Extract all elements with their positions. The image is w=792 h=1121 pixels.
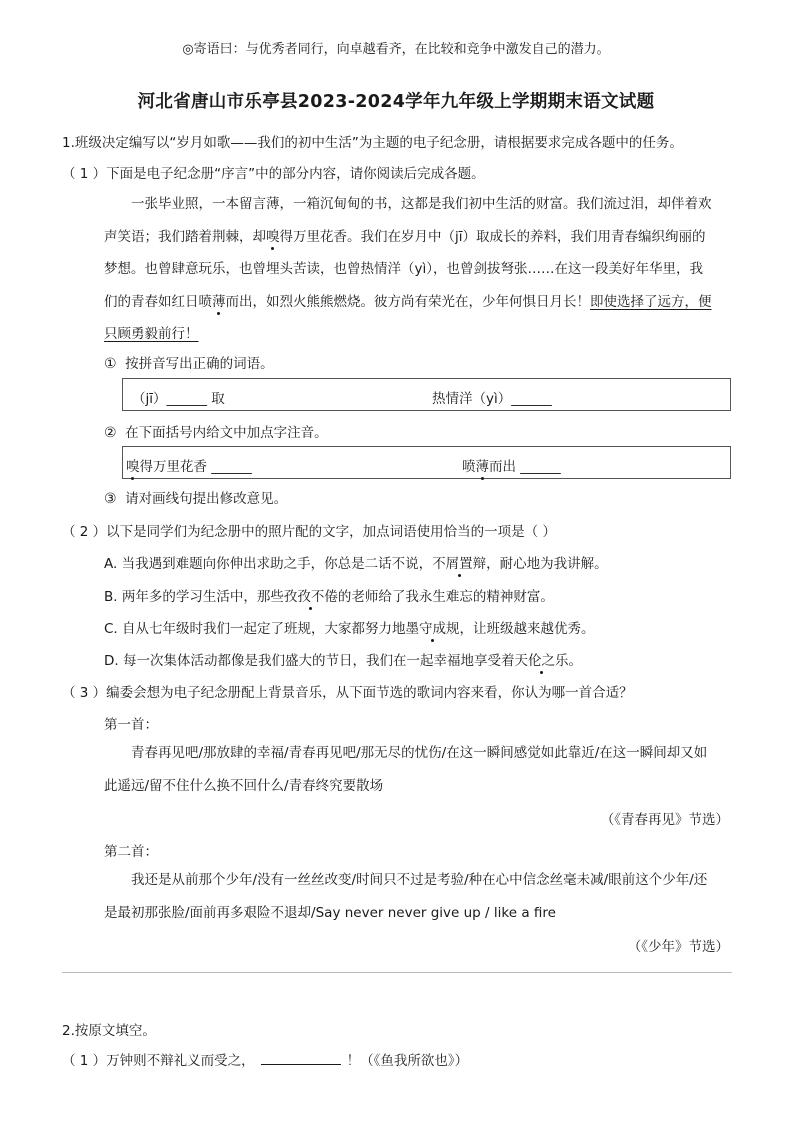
section-divider (62, 972, 732, 973)
circled-number: ③ (104, 491, 117, 507)
song-1-label: 第一首： (104, 717, 158, 733)
box-text: 而出 ______ (489, 459, 561, 475)
dotted-word (432, 556, 486, 572)
passage-text: 声笑语；我们踏着荆棘，却 (104, 228, 266, 245)
passage-line-4 (104, 286, 729, 319)
question-1-part-3-intro: （ 3 ）编委会想为电子纪念册配上背景音乐，从下面节选的歌词内容来看，你认为哪一首合适？ (62, 685, 633, 701)
passage-text: 而出，如烈火熊熊燃烧。彼方尚有荣光在，少年何惧日月长！ (225, 293, 590, 310)
dotted-char: 嗅 (126, 459, 140, 475)
item-text: （ 1 ）万钟则不辩礼义而受之， (62, 1053, 255, 1069)
option-text: C. 自从七年级时我们一起定了班规，大家都努力地 (104, 621, 406, 637)
sub-question-2 (104, 421, 328, 441)
option-text: ，耐心地为我讲解。 (486, 556, 608, 572)
sub-question-text: 请对画线句提出修改意见。 (125, 491, 288, 507)
song-1-line-2: 此遥远/留不住什么换不回什么/青春终究要散场 (104, 777, 384, 794)
question-2-stem: 2.按原文填空。 (62, 1023, 156, 1039)
question-2-item-1 (62, 1049, 468, 1069)
option-text: ，让班级越来越优秀。 (459, 621, 595, 637)
answer-box-2 (122, 446, 731, 479)
dotted-char: 薄 (475, 459, 489, 475)
song-2-label: 第二首： (104, 844, 158, 860)
sub-question-text: 在下面括号内给文中加点字注音。 (125, 425, 328, 441)
option-text: D. 每一次集体活动都像是我们盛大的节日，我们在一起幸福地享受着 (104, 653, 515, 669)
preface-passage (104, 188, 729, 351)
question-1-stem: 1.班级决定编写以“岁月如歌——我们的初中生活”为主题的电子纪念册，请根据要求完成各题中的任务。 (62, 135, 683, 151)
underlined-sentence: 即使选择了远方，便 (590, 293, 712, 310)
phonetic-blank-1[interactable] (126, 455, 252, 475)
sub-question-1 (104, 352, 274, 372)
dotted-phrase: 墨守成规 (405, 621, 460, 637)
song-1-source: （《青春再见》节选） (600, 812, 729, 828)
passage-text: 们的青春如红日喷 (104, 293, 212, 310)
passage-line-2 (104, 221, 729, 254)
box-text: 得万里花香 ______ (139, 459, 252, 475)
passage-line-1: 一张毕业照，一本留言薄，一箱沉甸甸的书，这都是我们初中生活的财富。我们流过泪，却伴着欢 (131, 196, 712, 212)
song-2-source: （《少年》节选） (627, 939, 729, 955)
motto: ◎寄语曰：与优秀者同行，向卓越看齐，在比较和竞争中激发自己的潜力。 (182, 42, 610, 57)
song-1-lyrics (104, 737, 729, 802)
option-c[interactable] (104, 617, 595, 637)
song-2-lyrics (104, 864, 729, 929)
question-1-part-1-intro: （ 1 ）下面是电子纪念册“序言”中的部分内容，请你阅读后完成各题。 (62, 166, 485, 182)
dotted-phrase: 孜孜不倦 (283, 589, 338, 605)
answer-box-1 (122, 378, 731, 411)
option-text: 的老师给了我永生难忘的精神财富。 (337, 589, 554, 605)
song-2-line-2: 是最初那张脸/面前再多艰险不退却/Say never never give up / like a fire (104, 904, 556, 921)
passage-line-3: 梦想。也曾肆意玩乐，也曾埋头苦读，也曾热情洋（yì），也曾剑拔弩张……在这一段美好年华里，我 (104, 261, 703, 277)
passage-text: 得万里花香。我们在岁月中（jī）取成长的养料，我们用青春编织绚丽的 (279, 228, 706, 245)
item-text: ！（《鱼我所欲也》） (346, 1053, 469, 1069)
option-text: A. 当我遇到难题向你伸出求助之手，你总是二话不说， (104, 556, 433, 572)
fill-in-blank[interactable] (261, 1053, 341, 1065)
circled-number: ① (104, 356, 117, 372)
underlined-sentence: 只顾勇毅前行！ (104, 326, 199, 342)
dotted-char: 薄 (212, 293, 226, 310)
intro-text: 的一项是（ ） (470, 524, 556, 540)
dotted-phrase: 不屑置辩 (432, 556, 487, 572)
intro-text: 恰当 (443, 524, 471, 540)
dotted-phrase: 天伦之乐 (514, 653, 569, 669)
intro-text: （ 2 ）以下是同学们为纪念册中的照片配的文字，加点词语使用 (62, 524, 444, 540)
option-d[interactable] (104, 649, 582, 669)
box-text: 喷 (462, 459, 476, 475)
exam-title: 河北省唐山市乐亭县2023-2024学年九年级上学期期末语文试题 (137, 92, 655, 112)
pinyin-blank-1[interactable]: （jī）______ 取 (132, 391, 225, 407)
option-text: B. 两年多的学习生活中，那些 (104, 589, 284, 605)
circled-number: ② (104, 425, 117, 441)
pinyin-blank-2[interactable]: 热情洋（yì）______ (432, 391, 552, 407)
option-a[interactable] (104, 552, 608, 572)
dotted-char: 嗅 (266, 228, 280, 245)
phonetic-blank-2[interactable] (462, 455, 561, 475)
option-b[interactable] (104, 585, 554, 605)
sub-question-text: 按拼音写出正确的词语。 (125, 356, 274, 372)
song-1-line-1: 青春再见吧/那放肆的幸福/青春再见吧/那无尽的忧伤/在这一瞬间感觉如此靠近/在这一瞬间却又如 (131, 745, 708, 761)
song-2-line-1: 我还是从前那个少年/没有一丝丝改变/时间只不过是考验/种在心中信念丝毫未减/眼前这个少年/还 (131, 872, 708, 888)
question-1-part-2-intro (62, 520, 556, 540)
option-text: 。 (568, 653, 582, 669)
passage-line-5 (104, 318, 729, 351)
sub-question-3 (104, 487, 287, 507)
